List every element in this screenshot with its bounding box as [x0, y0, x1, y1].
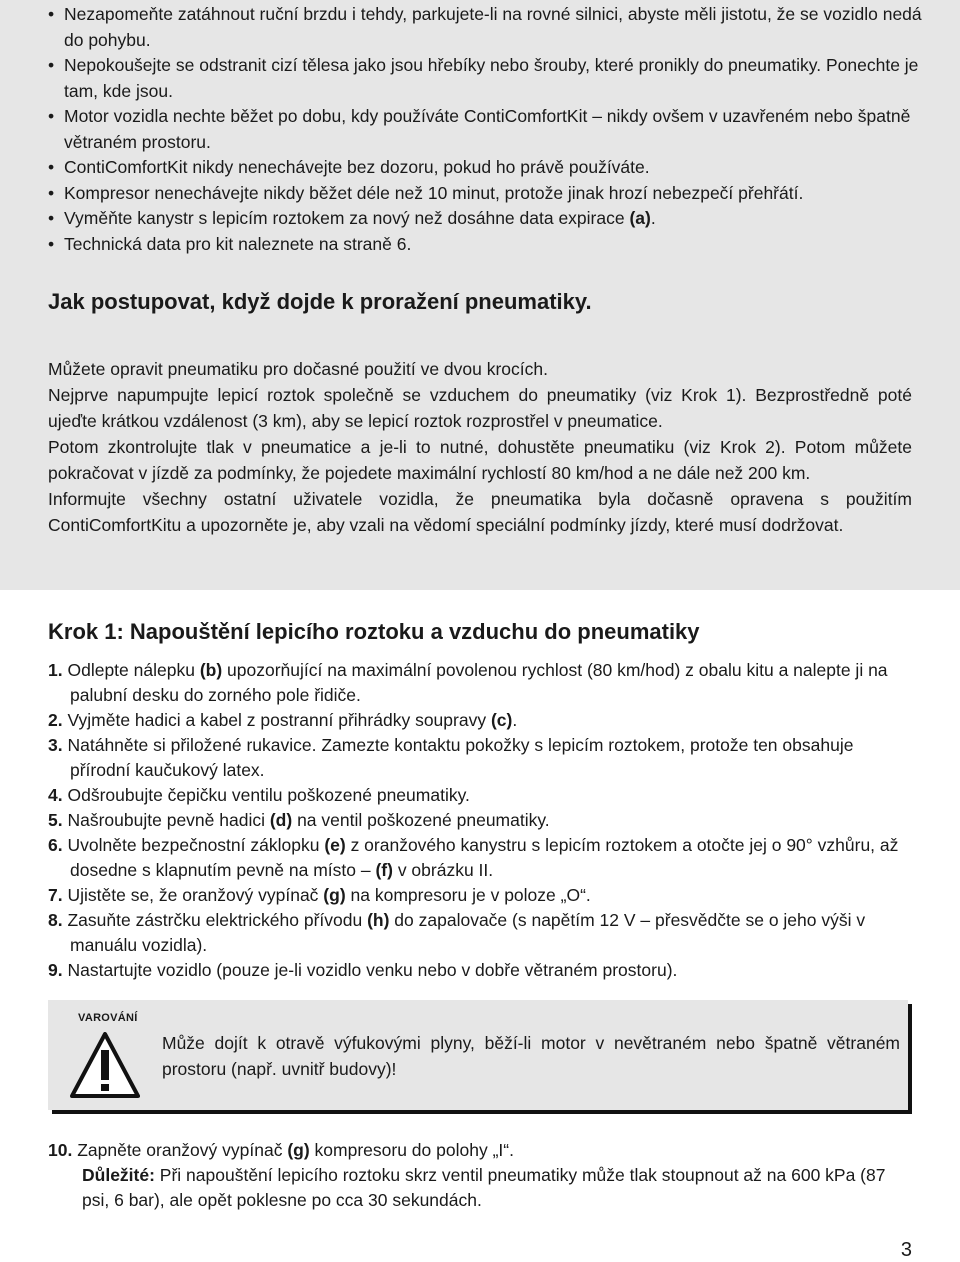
- bullet-end: .: [650, 208, 656, 228]
- bullet-item: • Motor vozidla nechte běžet po dobu, kdy používáte ContiComfortKit – nikdy ovšem v uzavřeném nebo špatně větraném prostoru.: [48, 104, 928, 155]
- step-text: upozorňující na maximální povolenou rychlost (80 km/hod) z obalu kitu a nalepte ji na palubní desku do zorného pole řidiče.: [70, 660, 888, 705]
- bullet-item: [48, 206, 928, 232]
- bullet-item: • Kompresor nenechávejte nikdy běžet déle než 10 minut, protože jinak hrozí nebezpečí přehřátí.: [48, 181, 928, 207]
- step-item: [48, 833, 908, 883]
- step-text: kompresoru do polohy „I“.: [309, 1140, 514, 1160]
- important-label: Důležité:: [82, 1165, 155, 1185]
- important-note: [48, 1163, 908, 1213]
- reference-label: (e): [324, 835, 346, 855]
- reference-label: (f): [375, 860, 393, 880]
- step-text: Nastartujte vozidlo (pouze je-li vozidlo venku nebo v dobře větraném prostoru).: [67, 960, 678, 980]
- step-text: Odlepte nálepku: [67, 660, 200, 680]
- warning-label: VAROVÁNÍ: [78, 1012, 138, 1024]
- step-text: na kompresoru je v poloze „O“.: [345, 885, 591, 905]
- reference-label: (c): [490, 710, 513, 730]
- step-text: Vyjměte hadici a kabel z postranní přihrádky soupravy: [67, 710, 491, 730]
- step-item: [48, 658, 908, 708]
- warning-text: Může dojít k otravě výfukovými plyny, běží-li motor v nevětraném nebo špatně větraném prostoru (např. uvnitř budovy)!: [162, 1033, 900, 1079]
- step-number: 9.: [48, 960, 63, 980]
- step-item: [48, 908, 908, 958]
- important-text: Při napouštění lepicího roztoku skrz ventil pneumatiky může tlak stoupnout až na 600 kPa (87 psi, 6 bar), ale opět poklesne po cca 30 sekundách.: [82, 1165, 886, 1210]
- reference-label: (h): [367, 910, 390, 930]
- paragraph: Můžete opravit pneumatiku pro dočasné použití ve dvou krocích.: [48, 359, 548, 379]
- bullet-item: • Technická data pro kit naleznete na straně 6.: [48, 232, 928, 258]
- step-number: 1.: [48, 660, 63, 680]
- warning-triangle-icon: [70, 1032, 140, 1098]
- reference-label: (a): [629, 208, 651, 228]
- bullet-item: • ContiComfortKit nikdy nenechávejte bez dozoru, pokud ho právě používáte.: [48, 155, 928, 181]
- step-item: [48, 783, 908, 808]
- step-text: do zapalovače (s napětím 12 V – přesvědčte se o jeho výši v manuálu vozidla).: [70, 910, 866, 955]
- step-number: 6.: [48, 835, 63, 855]
- step-item: [48, 958, 908, 983]
- step-item: [48, 883, 908, 908]
- paragraph: Informujte všechny ostatní uživatele vozidla, že pneumatika byla dočasně opravena s použitím ContiComfortKitu a upozorněte je, aby vzali na vědomí speciální podmínky jízdy, které musí dodržovat.: [48, 489, 912, 535]
- bullet-item: • Nepokoušejte se odstranit cizí tělesa jako jsou hřebíky nebo šrouby, které pronikly do pneumatiky. Ponechte je tam, kde jsou.: [48, 53, 928, 104]
- step-item: [48, 1138, 908, 1163]
- step-text: Zasuňte zástrčku elektrického přívodu: [67, 910, 368, 930]
- step-number: 3.: [48, 735, 63, 755]
- step-number: 5.: [48, 810, 63, 830]
- step-text: Našroubujte pevně hadici: [67, 810, 270, 830]
- step-number: 2.: [48, 710, 63, 730]
- paragraph: Nejprve napumpujte lepicí roztok společně se vzduchem do pneumatiky (viz Krok 1). Bezprostředně poté ujeďte krátkou vzdálenost (3 km), aby se lepicí roztok rozprostřel v pneumatice.: [48, 385, 912, 431]
- step-number: 8.: [48, 910, 63, 930]
- reference-label: (b): [199, 660, 223, 680]
- step-text: Natáhněte si přiložené rukavice. Zamezte kontaktu pokožky s lepicím roztokem, protože ten obsahuje přírodní kaučukový latex.: [67, 735, 854, 780]
- step-item: [48, 808, 908, 833]
- step-text: Uvolněte bezpečnostní záklopku: [67, 835, 325, 855]
- step-item: [48, 733, 908, 783]
- step-text: Ujistěte se, že oranžový vypínač: [67, 885, 324, 905]
- step-10: [48, 1138, 908, 1213]
- step-text: .: [512, 710, 518, 730]
- warning-box: [48, 1000, 908, 1110]
- section-heading: Jak postupovat, když dojde k proražení pneumatiky.: [48, 289, 592, 314]
- step-text: Odšroubujte čepičku ventilu poškozené pneumatiky.: [67, 785, 470, 805]
- page-number: 3: [900, 1239, 912, 1261]
- bullet-item: • Nezapomeňte zatáhnout ruční brzdu i tehdy, parkujete-li na rovné silnici, abyste měli jistotu, že se vozidlo nedá do pohybu.: [48, 2, 928, 53]
- step-number: 4.: [48, 785, 63, 805]
- intro-text: [48, 356, 912, 538]
- bullet-text: Vyměňte kanystr s lepicím roztokem za nový než dosáhne data expirace: [64, 208, 630, 228]
- reference-label: (d): [269, 810, 293, 830]
- step-list: [48, 658, 908, 983]
- step-text: z oranžového kanystru s lepicím roztokem a otočte jej o 90° vzhůru, až dosedne s klapnutím pevně na místo –: [70, 835, 899, 880]
- step-number: 7.: [48, 885, 63, 905]
- step-number: 10.: [48, 1140, 73, 1160]
- reference-label: (g): [287, 1140, 310, 1160]
- step-text: v obrázku II.: [392, 860, 494, 880]
- step1-heading: Krok 1: Napouštění lepicího roztoku a vzduchu do pneumatiky: [48, 619, 700, 644]
- step-text: na ventil poškozené pneumatiky.: [292, 810, 550, 830]
- paragraph: Potom zkontrolujte tlak v pneumatice a je-li to nutné, dohustěte pneumatiku (viz Krok 2). Potom můžete pokračovat v jízdě za podmínky, že pojedete maximální rychlostí 80 km/hod a ne dále než 200 km.: [48, 437, 912, 483]
- safety-bullet-list: [48, 2, 928, 257]
- step-item: [48, 708, 908, 733]
- step-text: Zapněte oranžový vypínač: [77, 1140, 288, 1160]
- reference-label: (g): [323, 885, 346, 905]
